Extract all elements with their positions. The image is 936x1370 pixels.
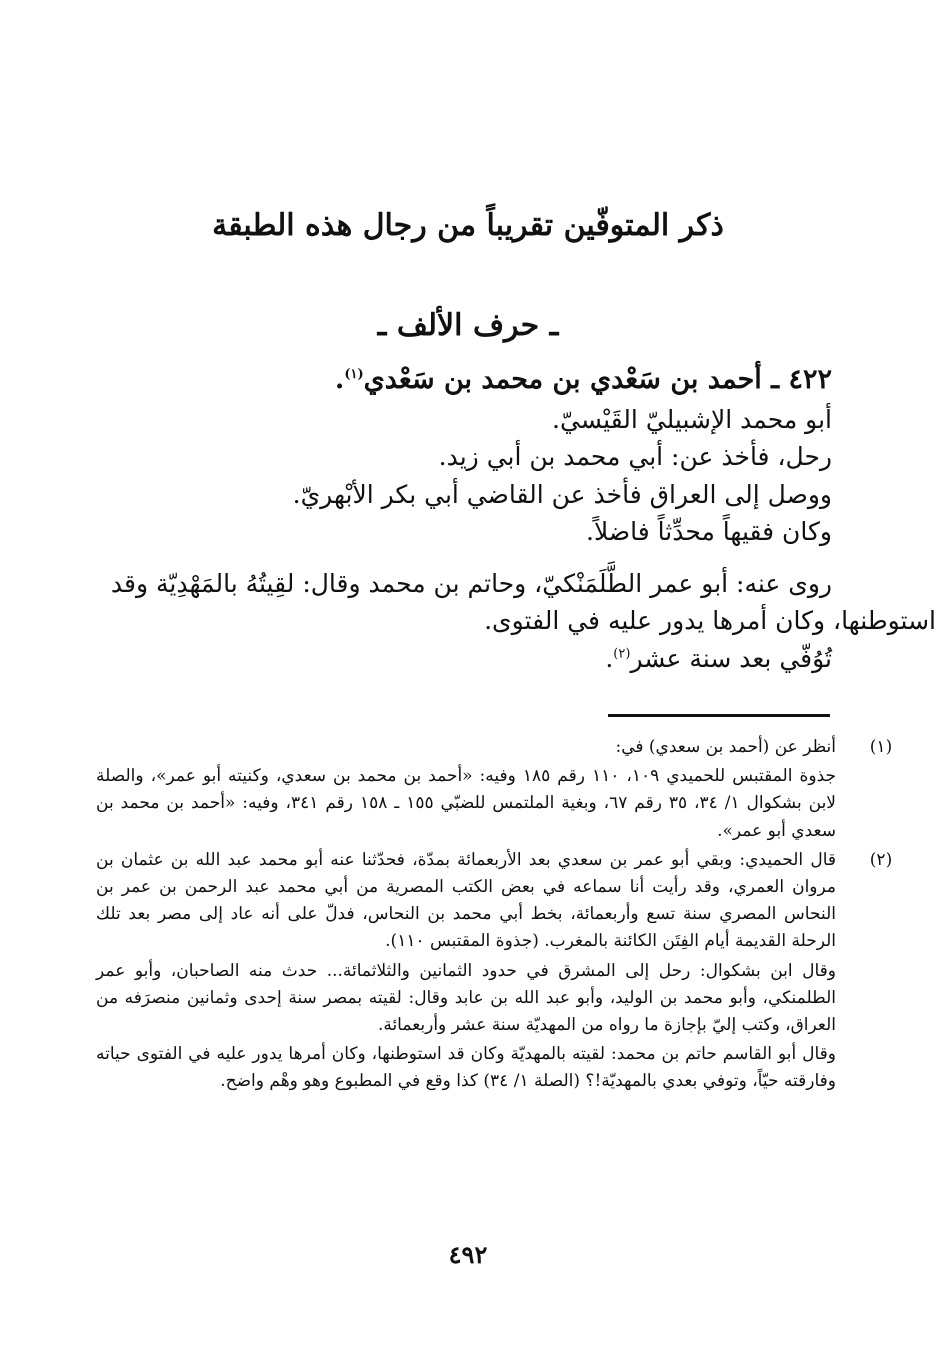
footnotes bbox=[96, 734, 893, 1097]
footnote-1 bbox=[96, 734, 893, 845]
footnote-number: (١) bbox=[869, 737, 893, 757]
entry-heading-end: . bbox=[334, 364, 345, 395]
footnote-ref-2[interactable]: (٢) bbox=[613, 646, 631, 662]
entry-line: رحل، فأخذ عن: أبي محمد بن أبي زيد. bbox=[438, 442, 832, 471]
riwaya-line: استوطنها، وكان أمرها يدور عليه في الفتوى. bbox=[484, 606, 936, 635]
entry-line: ووصل إلى العراق فأخذ عن القاضي أبي بكر الأبْهريّ. bbox=[292, 479, 832, 509]
riwaya-line: روى عنه: أبو عمر الطَّلَمَنْكيّ، وحاتم بن محمد وقال: لقِيتُهُ بالمَهْدِيّة وقد bbox=[110, 568, 832, 598]
entry-line: وكان فقيهاً محدِّثاً فاضلاً. bbox=[586, 517, 832, 546]
death-end: . bbox=[605, 643, 614, 673]
entry-line: أبو محمد الإشبيليّ القَيْسيّ. bbox=[552, 404, 832, 434]
footnote-2 bbox=[96, 847, 893, 1096]
entry-heading bbox=[102, 360, 832, 401]
page-title: ذكر المتوفّين تقريباً من رجال هذه الطبقة bbox=[212, 208, 724, 243]
entry-body bbox=[102, 360, 936, 677]
section-header: ـ حرف الألف ـ bbox=[377, 308, 559, 343]
footnote-paragraph: جذوة المقتبس للحميدي ١٠٩، ١١٠ رقم ١٨٥ وفيه: «أحمد بن محمد بن سعدي، وكنيته أبو عمر»، والصلة لابن بشكوال ١/ ٣٤، ٣٥ رقم ٦٧، وبغية الملتمس للضبّي ١٥٥ ـ ١٥٨ رقم ٣٤١، وفيه: «أحمد بن محمد بن سعدي أبو عمر». bbox=[96, 766, 837, 841]
footnote-paragraph: وقال أبو القاسم حاتم بن محمد: لقيته بالمهديّة وكان قد استوطنها، وكان أمرها يدور عليه في الفتوى حياته وفارقته حيّاً، وتوفي بعدي بالمهديّة!؟ (الصلة ١/ ٣٤) كذا وقع في المطبوع وهو وهْم واضح. bbox=[96, 1044, 837, 1092]
footnote-paragraph: أنظر عن (أحمد بن سعدي) في: bbox=[615, 737, 836, 757]
footnote-paragraph: قال الحميدي: وبقي أبو عمر بن سعدي بعد الأربعمائة بمدّة، فحدّثنا عنه أبو محمد عبد الله بن عثمان بن مروان العمري، وقد رأيت أنا سماعه في بعض الكتب المصرية من أبي محمد عبد الرحمن بن عمر بن النحاس المصري سنة تسع وأربعمائة، بخط أبي محمد بن النحاس، فدلّ على أنه عاد إلى مصر بعد تلك الرحلة القديمة أيام الفِتَن الكائنة بالمغرب. (جذوة المقتبس ١١٠). bbox=[96, 849, 836, 952]
entry-heading-text: ٤٢٢ ـ أحمد بن سَعْدي بن محمد بن سَعْدي bbox=[363, 364, 832, 395]
footnote-number: (٢) bbox=[869, 849, 893, 870]
riwaya-paragraph bbox=[102, 565, 936, 640]
footnote-separator bbox=[608, 714, 830, 717]
footnote-ref-1[interactable]: (١) bbox=[344, 367, 364, 382]
death-text: تُوُفّي بعد سنة عشر bbox=[630, 643, 832, 673]
footnote-paragraph: وقال ابن بشكوال: رحل إلى المشرق في حدود الثمانين والثلاثمائة... حدث منه الصاحبان، وأبو عمر الطلمنكي، وأبو محمد بن الوليد، وأبو عبد الله بن عابد وقال: لقيته بمصر سنة إحدى وثمانين منصرَفه من العراق، وكتب إليّ بإجازة ما رواه من المهديّة سنة عشر وأربعمائة. bbox=[96, 960, 836, 1035]
page-number: ٤٩٢ bbox=[448, 1240, 488, 1269]
death-line bbox=[102, 640, 832, 678]
